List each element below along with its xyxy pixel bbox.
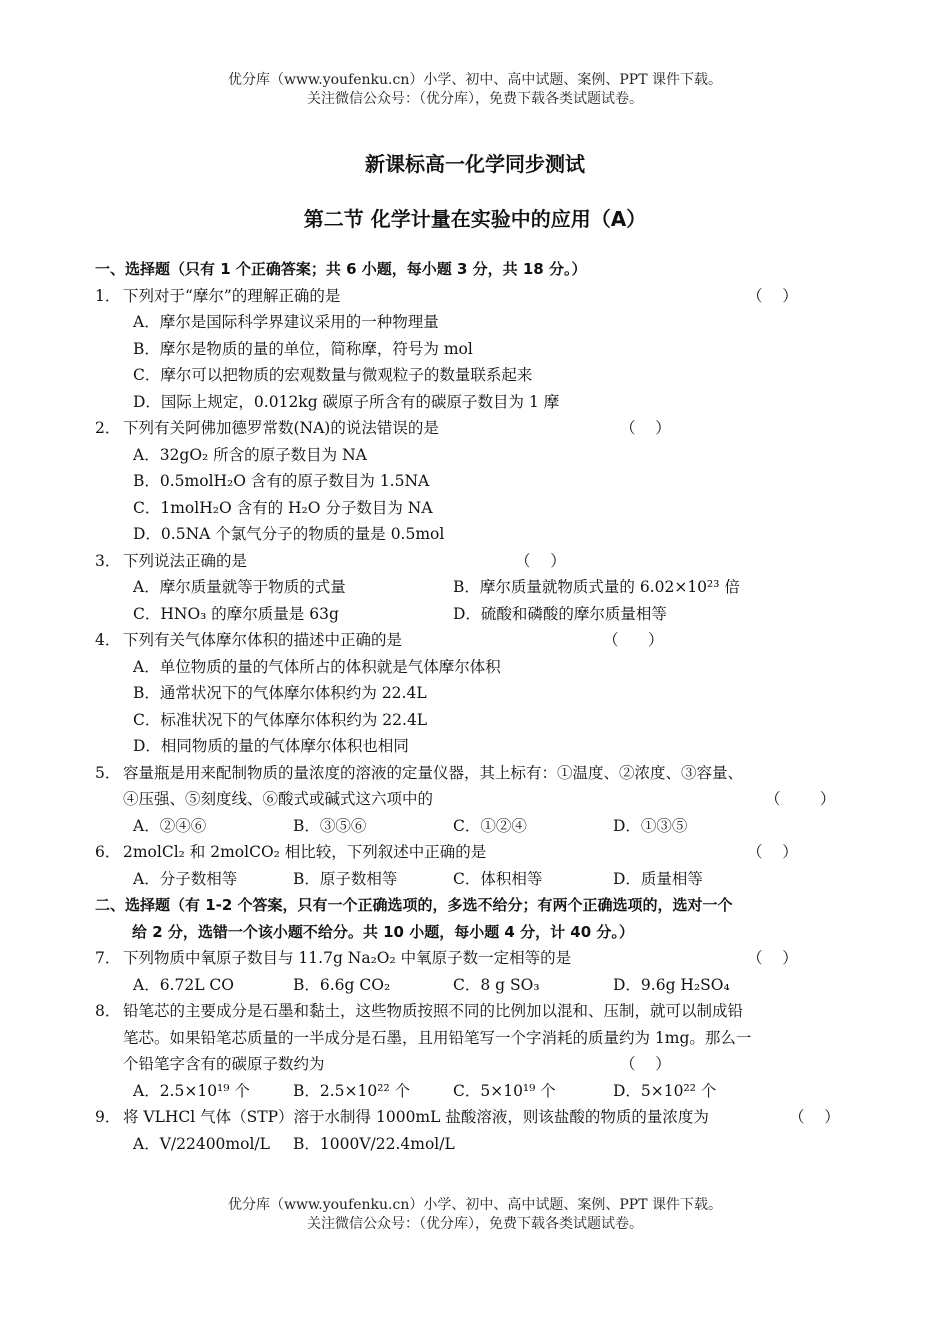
option: D．①③⑤ bbox=[613, 816, 688, 835]
option: B．③⑤⑥ bbox=[293, 816, 367, 835]
option: D．5×10²² 个 bbox=[613, 1081, 717, 1100]
option: C．①②④ bbox=[453, 816, 527, 835]
question-8-continued bbox=[95, 1051, 865, 1078]
question-number: 9． bbox=[95, 1108, 121, 1126]
header-line-1: 优分库（www.youfenku.cn）小学、初中、高中试题、案例、PPT 课件下载。 bbox=[227, 72, 722, 88]
option-row bbox=[95, 1078, 865, 1105]
question-5 bbox=[95, 760, 865, 787]
question-9 bbox=[95, 1104, 865, 1131]
option: A．分子数相等 bbox=[133, 869, 238, 888]
option: C．摩尔可以把物质的宏观数量与微观粒子的数量联系起来 bbox=[133, 366, 533, 384]
question-number: 7． bbox=[95, 949, 121, 967]
question-number: 1． bbox=[95, 286, 121, 305]
option: D．硫酸和磷酸的摩尔质量相等 bbox=[453, 604, 667, 623]
question-2 bbox=[95, 415, 865, 442]
answer-bracket: （ ） bbox=[515, 551, 566, 570]
option-row bbox=[95, 601, 865, 628]
option-row bbox=[95, 574, 865, 601]
option: B．原子数相等 bbox=[293, 869, 398, 888]
answer-bracket: （ ） bbox=[620, 1055, 671, 1073]
option: A．摩尔是国际科学界建议采用的一种物理量 bbox=[133, 313, 439, 331]
option: A．②④⑥ bbox=[133, 816, 207, 835]
option: B．6.6g CO₂ bbox=[293, 975, 391, 994]
option: B．1000V/22.4mol/L bbox=[293, 1134, 455, 1153]
option: A．6.72L CO bbox=[133, 975, 234, 994]
option: D．0.5NA 个氯气分子的物质的量是 0.5mol bbox=[133, 525, 445, 543]
option: D．相同物质的量的气体摩尔体积也相同 bbox=[133, 737, 409, 755]
question-1 bbox=[95, 283, 865, 310]
option: B．摩尔是物质的量的单位，简称摩，符号为 mol bbox=[133, 339, 473, 358]
document-subtitle: 第二节 化学计量在实验中的应用（A） bbox=[303, 207, 647, 231]
question-number: 5． bbox=[95, 763, 121, 782]
option: D．9.6g H₂SO₄ bbox=[613, 975, 730, 994]
option: A．32gO₂ 所含的原子数目为 NA bbox=[133, 445, 367, 464]
option: C．5×10¹⁹ 个 bbox=[453, 1081, 556, 1100]
option: B．2.5×10²² 个 bbox=[293, 1081, 411, 1100]
option: B．0.5molH₂O 含有的原子数目为 1.5NA bbox=[133, 472, 430, 490]
question-stem: 2molCl₂ 和 2molCO₂ 相比较，下列叙述中正确的是 bbox=[123, 843, 487, 861]
question-8 bbox=[95, 998, 865, 1025]
question-number: 4． bbox=[95, 631, 121, 649]
option-row bbox=[95, 1131, 865, 1158]
option: D．质量相等 bbox=[613, 869, 703, 888]
answer-bracket: （ ） bbox=[765, 790, 836, 808]
answer-bracket: （ ） bbox=[620, 419, 671, 437]
option: C．体积相等 bbox=[453, 869, 543, 888]
header-line-2: 关注微信公众号：（优分库），免费下载各类试题试卷。 bbox=[307, 91, 643, 107]
answer-bracket: （ ） bbox=[747, 843, 798, 861]
question-number: 8． bbox=[95, 1002, 121, 1020]
option: C．标准状况下的气体摩尔体积约为 22.4L bbox=[133, 710, 428, 729]
option: A．摩尔质量就等于物质的式量 bbox=[133, 578, 346, 596]
question-8-continued bbox=[95, 1025, 865, 1052]
question-stem: 将 VLHCl 气体（STP）溶于水制得 1000mL 盐酸溶液，则该盐酸的物质的量浓度为 bbox=[123, 1108, 709, 1126]
question-stem: 下列说法正确的是 bbox=[123, 551, 248, 570]
option: B．摩尔质量就物质式量的 6.02×10²³ 倍 bbox=[453, 578, 740, 596]
option: C．HNO₃ 的摩尔质量是 63g bbox=[133, 604, 339, 623]
question-6 bbox=[95, 839, 865, 866]
section-2-heading-line-1: 二、选择题（有 1-2 个答案，只有一个正确选项的，多选不给分；有两个正确选项的，选对一个 bbox=[95, 896, 733, 914]
option-row bbox=[95, 972, 865, 999]
question-5-continued bbox=[95, 786, 865, 813]
question-number: 2． bbox=[95, 419, 121, 437]
page-header bbox=[0, 71, 950, 109]
question-body bbox=[95, 256, 865, 1157]
answer-bracket: （ ） bbox=[603, 631, 664, 649]
question-stem: 下列有关气体摩尔体积的描述中正确的是 bbox=[123, 631, 403, 649]
question-stem-line-1: 铅笔芯的主要成分是石墨和黏土，这些物质按照不同的比例加以混和、压制，就可以制成铅 bbox=[123, 1002, 744, 1020]
question-stem: 下列对于“摩尔”的理解正确的是 bbox=[123, 286, 341, 305]
question-stem: 下列物质中氧原子数目与 11.7g Na₂O₂ 中氧原子数一定相等的是 bbox=[123, 949, 572, 967]
option-row bbox=[95, 813, 865, 840]
option: A．V/22400mol/L bbox=[133, 1134, 270, 1153]
answer-bracket: （ ） bbox=[747, 286, 798, 305]
question-number: 3． bbox=[95, 551, 121, 570]
option: C．1molH₂O 含有的 H₂O 分子数目为 NA bbox=[133, 498, 433, 517]
document-title: 新课标高一化学同步测试 bbox=[365, 152, 585, 176]
option: B．通常状况下的气体摩尔体积约为 22.4L bbox=[133, 684, 427, 702]
question-stem-line-2: 笔芯。如果铅笔芯质量的一半成分是石墨，且用铅笔写一个字消耗的质量约为 1mg。那么一 bbox=[123, 1028, 752, 1047]
question-number: 6． bbox=[95, 843, 121, 861]
question-3 bbox=[95, 548, 865, 575]
footer-line-2: 关注微信公众号：（优分库），免费下载各类试题试卷。 bbox=[307, 1216, 643, 1232]
question-stem: 下列有关阿佛加德罗常数(NA)的说法错误的是 bbox=[123, 419, 439, 437]
footer-line-1: 优分库（www.youfenku.cn）小学、初中、高中试题、案例、PPT 课件下载。 bbox=[227, 1197, 722, 1213]
answer-bracket: （ ） bbox=[747, 949, 798, 967]
page-footer bbox=[0, 1196, 950, 1234]
option: D．国际上规定，0.012kg 碳原子所含有的碳原子数目为 1 摩 bbox=[133, 392, 560, 411]
option-row bbox=[95, 866, 865, 893]
question-stem-line-3: 个铅笔字含有的碳原子数约为 bbox=[123, 1055, 325, 1073]
option: A．2.5×10¹⁹ 个 bbox=[133, 1081, 250, 1100]
question-4 bbox=[95, 627, 865, 654]
answer-bracket: （ ） bbox=[789, 1108, 840, 1126]
section-2-heading-line-2: 给 2 分，选错一个该小题不给分。共 10 小题，每小题 4 分，计 40 分。） bbox=[132, 922, 634, 941]
option: C．8 g SO₃ bbox=[453, 975, 540, 994]
option: A．单位物质的量的气体所占的体积就是气体摩尔体积 bbox=[133, 657, 501, 676]
question-stem-line-1: 容量瓶是用来配制物质的量浓度的溶液的定量仪器，其上标有：①温度、②浓度、③容量、 bbox=[123, 763, 744, 782]
question-stem-line-2: ④压强、⑤刻度线、⑥酸式或碱式这六项中的 bbox=[123, 790, 434, 808]
section-1-heading: 一、选择题（只有 1 个正确答案；共 6 小题，每小题 3 分，共 18 分。） bbox=[95, 260, 587, 278]
question-7 bbox=[95, 945, 865, 972]
